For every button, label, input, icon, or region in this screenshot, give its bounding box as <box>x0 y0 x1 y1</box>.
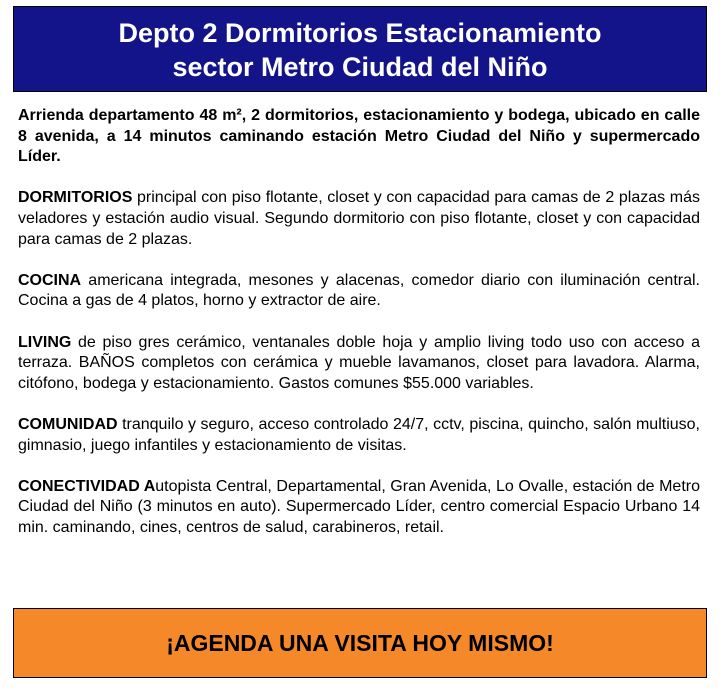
living-paragraph <box>18 333 700 395</box>
intro-paragraph: Arrienda departamento 48 m², 2 dormitorios, estacionamiento y bodega, ubicado en calle 8 avenida, a 14 minutos caminando estación Metro Ciudad del Niño y supermercado Líder. <box>18 107 700 166</box>
conectividad-label: CONECTIVIDAD A <box>18 477 156 495</box>
schedule-visit-button[interactable]: ¡AGENDA UNA VISITA HOY MISMO! <box>13 608 707 678</box>
conectividad-text: utopista Central, Departamental, Gran Avenida, Lo Ovalle, estación de Metro Ciudad del Niño (3 minutos en auto). Supermercado Líder, centro comercial Espacio Urbano 14 min. caminando, cines, centros de salud, carabineros, retail. <box>18 477 701 536</box>
cocina-paragraph <box>18 271 700 312</box>
comunidad-label: COMUNIDAD <box>18 415 118 433</box>
dormitorios-text: principal con piso flotante, closet y con capacidad para camas de 2 plazas más veladores y estación audio visual. Segundo dormitorio con piso flotante, closet y con capacidad para camas de 2 plazas. <box>18 189 700 248</box>
living-label: LIVING <box>18 333 72 351</box>
dormitorios-paragraph <box>18 188 700 250</box>
living-text: de piso gres cerámico, ventanales doble hoja y amplio living todo uso con acceso a terraza. BAÑOS completos con cerámica y mueble lavamanos, closet para lavadora. Alarma, citófono, bodega y estacionamiento. Gastos comunes $55.000 variables. <box>18 333 700 392</box>
dormitorios-label: DORMITORIOS <box>18 189 133 207</box>
title-line-2: sector Metro Ciudad del Niño <box>172 52 548 82</box>
title-line-1: Depto 2 Dormitorios Estacionamiento <box>118 18 602 48</box>
comunidad-text: tranquilo y seguro, acceso controlado 24/7, cctv, piscina, quincho, salón multiuso, gimnasio, juego infantiles y estacionamiento de visitas. <box>18 415 700 454</box>
title-banner <box>13 6 707 92</box>
cocina-text: americana integrada, mesones y alacenas, comedor diario con iluminación central. Cocina a gas de 4 platos, horno y extractor de aire. <box>18 271 700 310</box>
cocina-label: COCINA <box>18 271 82 289</box>
comunidad-paragraph <box>18 415 700 456</box>
conectividad-paragraph <box>18 477 700 539</box>
listing-description <box>18 106 700 559</box>
